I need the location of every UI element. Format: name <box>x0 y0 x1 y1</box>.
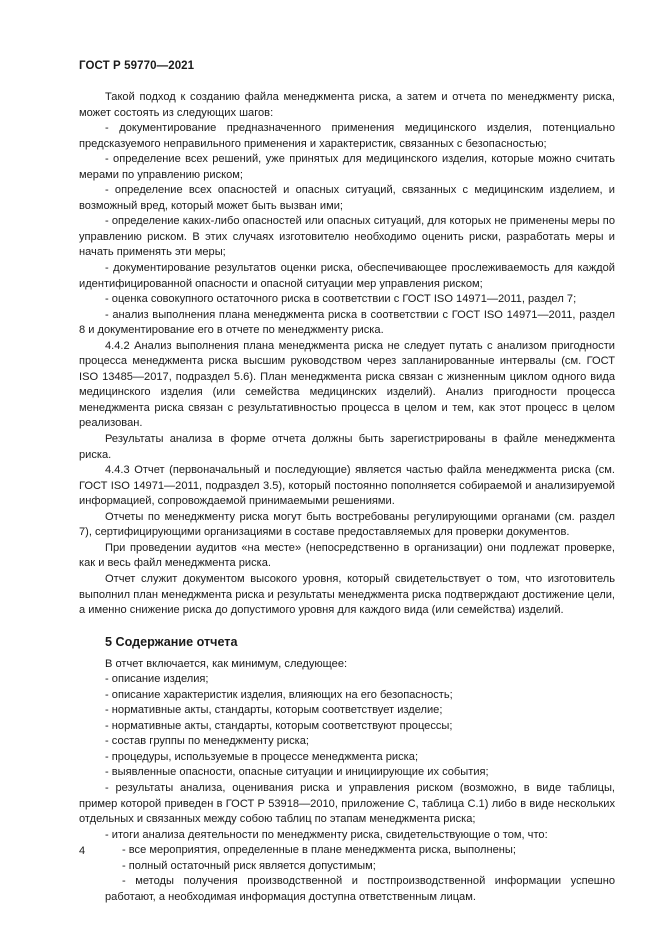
paragraph: Отчет служит документом высокого уровня, который свидетельствует о том, что изготовитель выполнил план менеджмента риска и результаты менеджмента риска подтверждают достижение цели, а именно снижение риска до допустимого уровня для каждого вида (или семейства) изделий. <box>79 572 615 617</box>
list-item: - результаты анализа, оценивания риска и управления риском (возможно, в виде таблицы, пример которой приведен в ГОСТ Р 53918—2010, приложение С, таблица С.1) либо в виде нескольких отдельных и связанных между собою таблиц по этапам менеджмента риска; <box>79 781 615 826</box>
paragraph: Такой подход к созданию файла менеджмента риска, а затем и отчета по менеджменту риска, может состоять из следующих шагов: <box>79 91 615 119</box>
list-item: - определение каких-либо опасностей или опасных ситуаций, для которых не применены меры по управлению риском. В этих случаях изготовителю необходимо оценить риски, разработать меры и начать применять эти меры; <box>79 215 615 259</box>
list-item: - нормативные акты, стандарты, которым соответствуют процессы; <box>105 719 453 732</box>
list-item: - анализ выполнения плана менеджмента риска в соответствии с ГОСТ ISO 14971—2011, раздел 8 и документирование его в отчете по менеджменту риска. <box>79 308 615 337</box>
list-item: - оценка совокупного остаточного риска в соответствии с ГОСТ ISO 14971—2011, раздел 7; <box>105 293 577 306</box>
list-item: - состав группы по менеджменту риска; <box>105 735 309 748</box>
sub-list-item: - полный остаточный риск является допустимым; <box>122 859 376 872</box>
sub-list-item: - методы получения производственной и постпроизводственной информации успешно работают, а необходимая информация доступна ответственным лицам. <box>105 875 615 903</box>
list-item: - выявленные опасности, опасные ситуации и инициирующие их события; <box>105 766 489 779</box>
list-item: - нормативные акты, стандарты, которым соответствует изделие; <box>105 704 443 717</box>
list-item: - итоги анализа деятельности по менеджменту риска, свидетельствующие о том, что: <box>105 828 548 841</box>
list-item: - процедуры, используемые в процессе менеджмента риска; <box>105 750 419 763</box>
list-item: - определение всех опасностей и опасных ситуаций, связанных с медицинским изделием, и возможный вред, который может быть вызван ими; <box>79 184 615 212</box>
page-number: 4 <box>79 845 86 857</box>
list-item: - документирование результатов оценки риска, обеспечивающее прослеживаемость для каждой идентифицированной опасности и опасной ситуации мер управления риском; <box>79 262 615 290</box>
section-heading: 5 Содержание отчета <box>105 634 238 649</box>
document-header: ГОСТ Р 59770—2021 <box>79 60 195 72</box>
list-item: - документирование предназначенного применения медицинского изделия, потенциально предсказуемого неправильного применения и характеристик, связанных с безопасностью; <box>79 122 615 150</box>
list-item: - определение всех решений, уже принятых для медицинского изделия, которые можно считать мерами по управлению риском; <box>79 153 615 181</box>
page-body <box>79 90 615 905</box>
paragraph-4-4-3: 4.4.3 Отчет (первоначальный и последующие) является частью файла менеджмента риска (см. ГОСТ ISO 14971—2011, подраздел 3.5), который постоянно пополняется собираемой и анализируемой информацией, сопровождаемой принимаемыми решениями. <box>79 464 615 508</box>
paragraph: При проведении аудитов «на месте» (непосредственно в организации) они подлежат проверке, как и весь файл менеджмента риска. <box>79 541 615 570</box>
list-item: - описание характеристик изделия, влияющих на его безопасность; <box>105 688 453 701</box>
paragraph: Результаты анализа в форме отчета должны быть зарегистрированы в файле менеджмента риска. <box>79 433 615 461</box>
sub-list-item: - все мероприятия, определенные в плане менеджмента риска, выполнены; <box>122 844 516 857</box>
list-item: - описание изделия; <box>105 673 209 686</box>
paragraph: Отчеты по менеджменту риска могут быть востребованы регулирующими органами (см. раздел 7), сертифицирующими организациями в составе предоставляемых для проверки документов. <box>79 510 615 539</box>
paragraph-4-4-2: 4.4.2 Анализ выполнения плана менеджмента риска не следует путать с анализом пригодности процесса менеджмента риска высшим руководством через запланированные интервалы (см. ГОСТ ISO 13485—2017, подраздел 5.6). План менеджмента риска связан с жизненным циклом одного вида медицинского изделия (или семейства медицинских изделий). Анализ пригодности процесса менеджмента риска связан с результативностью процесса в целом и тем, как этот процесс в целом реализован. <box>79 339 615 430</box>
paragraph: В отчет включается, как минимум, следующее: <box>105 657 348 670</box>
